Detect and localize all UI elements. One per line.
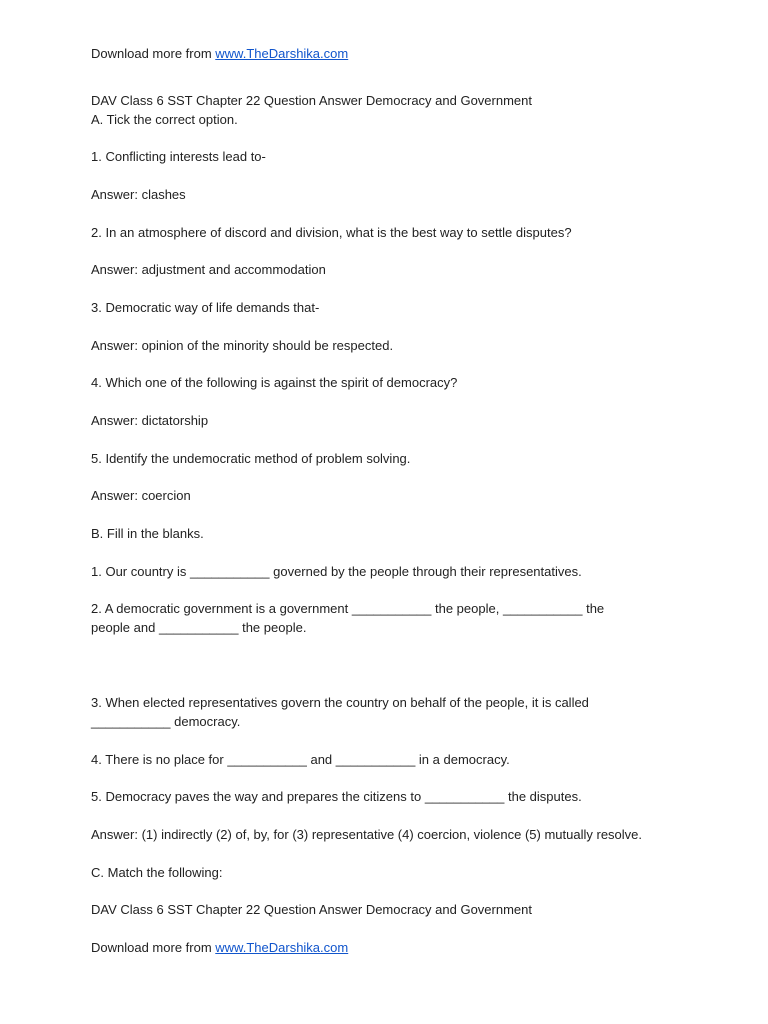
header-download-line (91, 46, 348, 62)
question-a4: 4. Which one of the following is against the spirit of democracy? (91, 375, 458, 390)
answer-a3: Answer: opinion of the minority should be respected. (91, 338, 394, 353)
answer-a5: Answer: coercion (91, 488, 191, 503)
question-a2: 2. In an atmosphere of discord and division, what is the best way to settle disputes? (91, 225, 572, 240)
blank-b2-line2: people and ___________ the people. (91, 620, 307, 635)
header-site-link[interactable]: www.TheDarshika.com (215, 46, 349, 61)
blank-b5: 5. Democracy paves the way and prepares the citizens to ___________ the disputes. (91, 789, 582, 804)
answer-a4: Answer: dictatorship (91, 413, 209, 428)
footer-site-link[interactable]: www.TheDarshika.com (215, 940, 349, 955)
section-b-heading: B. Fill in the blanks. (91, 526, 204, 541)
section-c-heading: C. Match the following: (91, 865, 223, 880)
blank-b2-line1: 2. A democratic government is a government ___________ the people, ___________ the (91, 601, 605, 616)
blank-b3-line1: 3. When elected representatives govern the country on behalf of the people, it is called (91, 695, 589, 710)
question-a3: 3. Democratic way of life demands that- (91, 300, 320, 315)
blank-b4: 4. There is no place for ___________ and ___________ in a democracy. (91, 752, 510, 767)
footer-download-line (91, 940, 348, 956)
answer-a2: Answer: adjustment and accommodation (91, 262, 326, 277)
answer-a1: Answer: clashes (91, 187, 186, 202)
document-title: DAV Class 6 SST Chapter 22 Question Answer Democracy and Government (91, 93, 532, 108)
header-download-prefix: Download more from (91, 46, 216, 61)
section-a-heading: A. Tick the correct option. (91, 112, 238, 127)
question-a1: 1. Conflicting interests lead to- (91, 149, 266, 164)
footer-download-prefix: Download more from (91, 940, 216, 955)
question-a5: 5. Identify the undemocratic method of problem solving. (91, 451, 411, 466)
footer-title: DAV Class 6 SST Chapter 22 Question Answer Democracy and Government (91, 902, 532, 917)
section-b-answer: Answer: (1) indirectly (2) of, by, for (3) representative (4) coercion, violence (5) mutually resolve. (91, 827, 643, 842)
blank-b3-line2: ___________ democracy. (91, 714, 241, 729)
blank-b1: 1. Our country is ___________ governed by the people through their representatives. (91, 564, 582, 579)
